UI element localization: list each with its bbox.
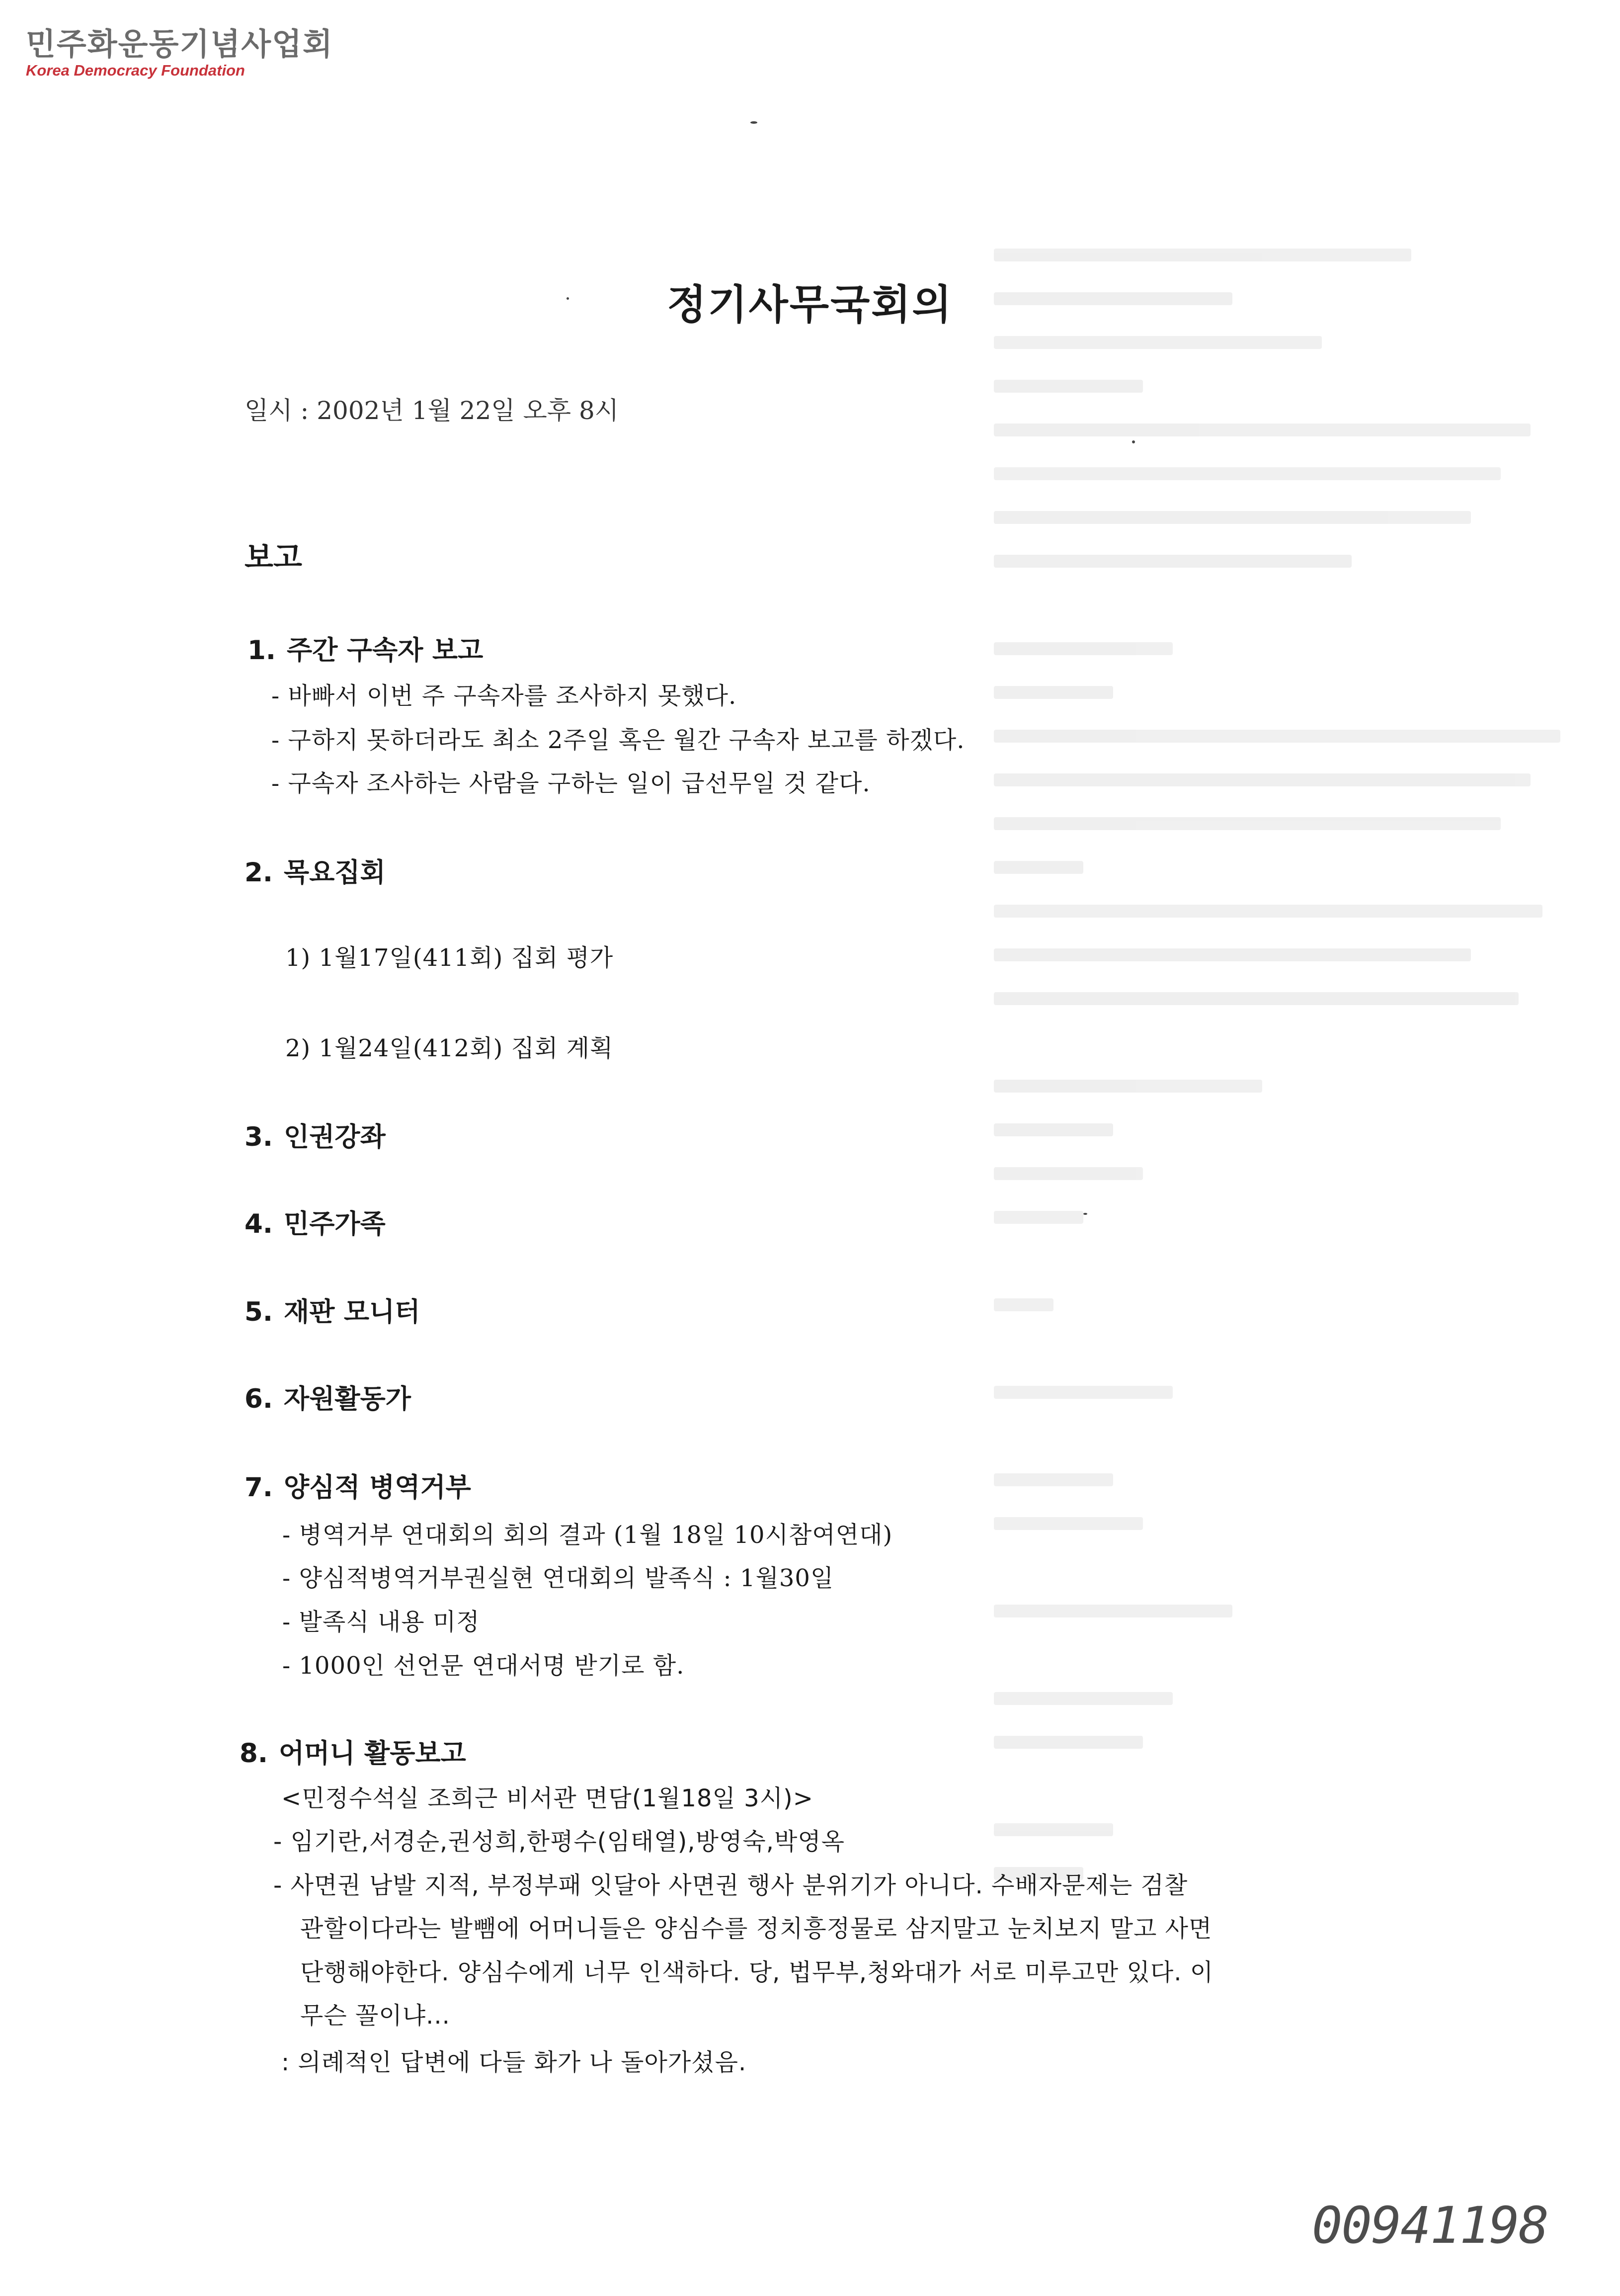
item-7-line: - 발족식 내용 미정 [282,1608,480,1636]
handwritten-archive-number: 00941198 [1312,2196,1548,2255]
item-1-line: - 구속자 조사하는 사람을 구하는 일이 급선무일 것 같다. [271,769,871,797]
item-2-line: 1) 1월17일(411회) 집회 평가 [285,944,614,972]
item-number: 8. [240,1738,268,1769]
item-title: 자원활동가 [284,1384,411,1414]
item-2-line: 2) 1월24일(412회) 집회 계획 [285,1034,614,1062]
scan-speck [750,121,757,124]
item-heading-5 [244,1291,420,1329]
item-8-line: <민정수석실 조희근 비서관 면담(1월18일 3시)> [281,1785,813,1812]
item-title: 양심적 병역거부 [284,1472,471,1503]
item-7-line: - 병역거부 연대회의 회의 결과 (1월 18일 10시참여연대) [282,1521,893,1549]
logo-korean-text: 민주화운동기념사업회 [26,26,333,62]
item-title: 재판 모니터 [284,1297,420,1327]
item-heading-6 [244,1378,411,1416]
foundation-logo [26,26,333,79]
item-number: 5. [244,1297,273,1327]
section-title: 보고 [244,540,302,575]
item-1-line: - 바빠서 이번 주 구속자를 조사하지 못했다. [271,682,737,710]
item-title: 주간 구속자 보고 [287,635,484,666]
item-heading-8 [240,1732,466,1770]
item-title: 인권강좌 [284,1122,386,1152]
page-title: 정기사무국회의 [667,281,953,329]
item-7-line: - 양심적병역거부권실현 연대회의 발족식 : 1월30일 [282,1564,834,1592]
meeting-datetime: 일시 : 2002년 1월 22일 오후 8시 [244,396,619,425]
item-title: 민주가족 [284,1209,386,1239]
item-number: 1. [247,635,276,666]
item-heading-1 [247,629,483,667]
item-8-line: 무슨 꼴이냐... [300,2002,450,2030]
item-8-line: : 의례적인 답변에 다들 화가 나 돌아가셨음. [281,2048,747,2076]
item-title: 어머니 활동보고 [279,1738,466,1769]
item-heading-4 [244,1203,386,1241]
item-number: 2. [244,857,273,888]
item-number: 4. [244,1209,273,1239]
scan-speck [1132,440,1135,443]
bleed-through-texture [994,249,1590,2088]
logo-english-text: Korea Democracy Foundation [26,62,245,79]
item-1-line: - 구하지 못하더라도 최소 2주일 혹은 월간 구속자 보고를 하겠다. [271,726,965,754]
item-8-line: - 사면권 남발 지적, 부정부패 잇달아 사면권 행사 분위기가 아니다. 수배자문제는 검찰 [273,1871,1188,1899]
item-number: 6. [244,1384,273,1414]
item-title: 목요집회 [284,857,386,888]
item-8-line: 단행해야한다. 양심수에게 너무 인색하다. 당, 법무부,청와대가 서로 미루고만 있다. 이 [300,1958,1214,1986]
item-number: 7. [244,1472,273,1503]
item-8-line: 관할이다라는 발뺌에 어머니들은 양심수를 정치흥정물로 삼지말고 눈치보지 말고 사면 [300,1915,1213,1943]
item-number: 3. [244,1122,273,1152]
item-7-line: - 1000인 선언문 연대서명 받기로 함. [282,1652,685,1680]
item-heading-7 [244,1466,471,1504]
scan-speck [1083,1213,1087,1215]
item-heading-2 [244,851,386,889]
item-8-line: - 임기란,서경순,권성희,한평수(임태열),방영숙,박영옥 [273,1828,845,1856]
item-heading-3 [244,1116,386,1154]
